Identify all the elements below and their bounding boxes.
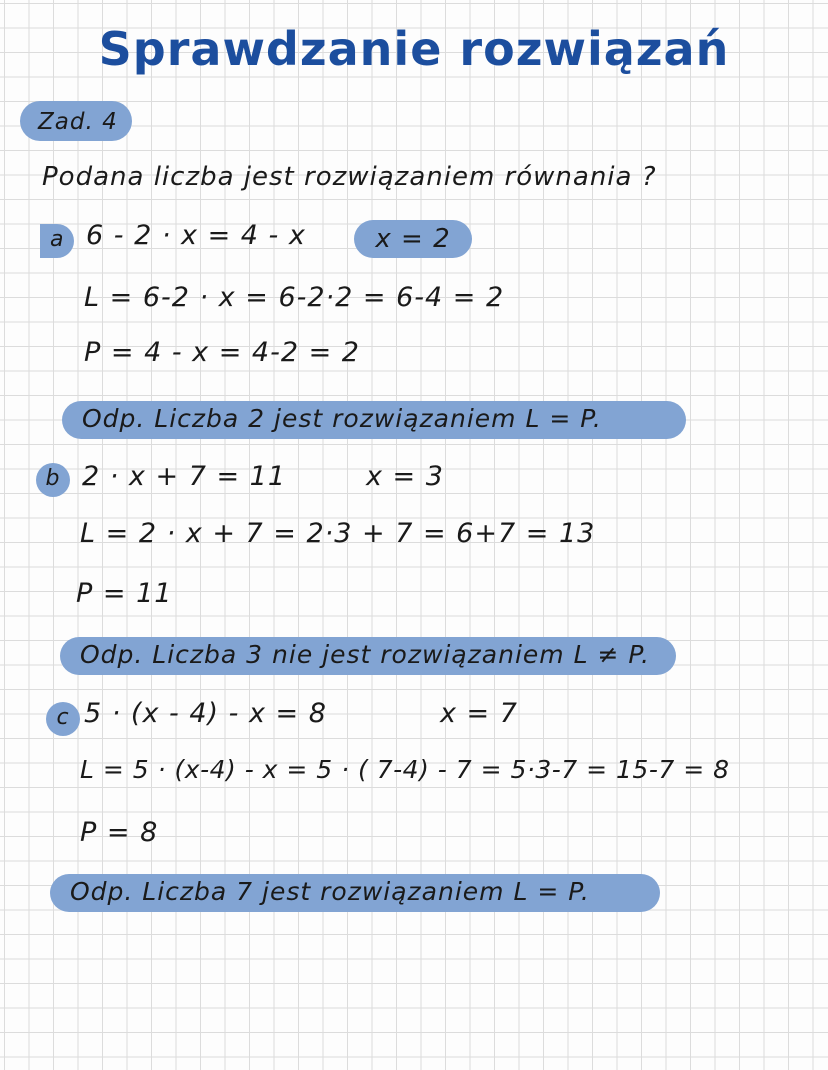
part-b-right-side: P = 11 bbox=[76, 578, 173, 609]
part-a-marker: a bbox=[40, 224, 74, 258]
part-c-left-side: L = 5 · (x-4) - x = 5 · ( 7-4) - 7 = 5·3-7 = 15-7 = 8 bbox=[80, 755, 730, 784]
question-text: Podana liczba jest rozwiązaniem równania ? bbox=[42, 162, 657, 192]
part-b-answer: Odp. Liczba 3 nie jest rozwiązaniem L ≠ P. bbox=[60, 637, 676, 675]
part-a-right-side: P = 4 - x = 4-2 = 2 bbox=[84, 337, 360, 368]
part-a-left-side: L = 6-2 · x = 6-2·2 = 6-4 = 2 bbox=[84, 282, 505, 313]
part-c-x-value: x = 7 bbox=[440, 698, 518, 729]
part-b-equation: 2 · x + 7 = 11 bbox=[82, 461, 287, 492]
part-b-left-side: L = 2 · x + 7 = 2·3 + 7 = 6+7 = 13 bbox=[80, 518, 596, 549]
part-a-equation: 6 - 2 · x = 4 - x bbox=[86, 220, 306, 251]
page-title: Sprawdzanie rozwiązań bbox=[98, 22, 730, 76]
part-b-x-value: x = 3 bbox=[366, 461, 444, 492]
task-label: Zad. 4 bbox=[20, 101, 132, 141]
part-c-marker: c bbox=[46, 702, 80, 736]
part-a-x-value: x = 2 bbox=[354, 220, 472, 258]
part-c-equation: 5 · (x - 4) - x = 8 bbox=[84, 698, 327, 729]
part-c-right-side: P = 8 bbox=[80, 817, 159, 848]
part-b-marker: b bbox=[36, 463, 70, 497]
part-a-answer: Odp. Liczba 2 jest rozwiązaniem L = P. bbox=[62, 401, 686, 439]
part-c-answer: Odp. Liczba 7 jest rozwiązaniem L = P. bbox=[50, 874, 660, 912]
